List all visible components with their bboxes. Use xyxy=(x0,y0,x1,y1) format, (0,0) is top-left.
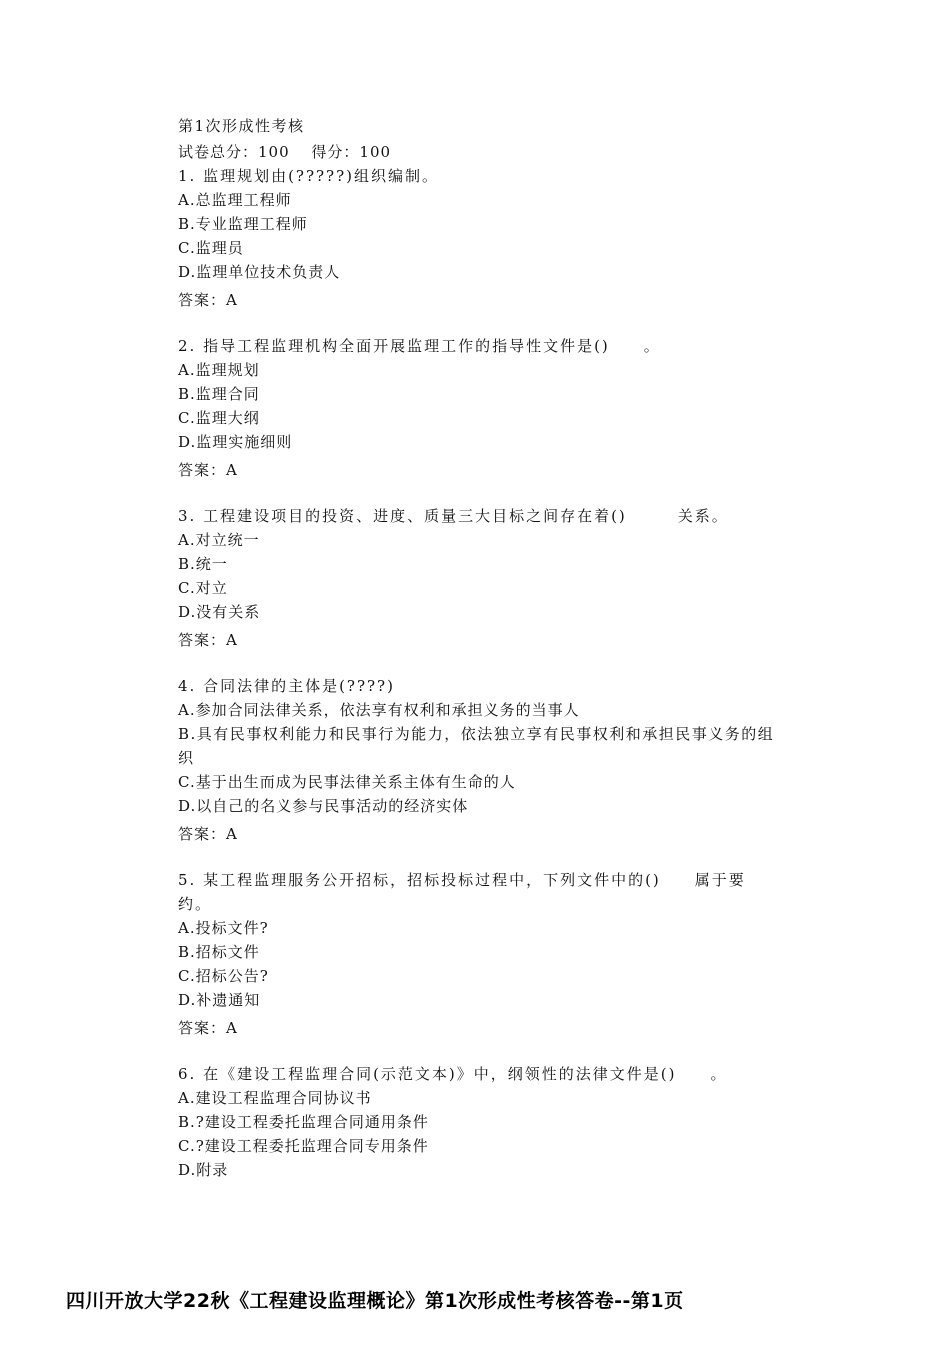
exam-title: 第1次形成性考核 xyxy=(178,117,305,135)
option-c: C.监理大纲 xyxy=(178,409,260,427)
option-c: C.对立 xyxy=(178,579,228,597)
question-text: 6. 在《建设工程监理合同(示范文本)》中，纲领性的法律文件是() 。 xyxy=(178,1065,728,1083)
question-text: 3. 工程建设项目的投资、进度、质量三大目标之间存在着() 关系。 xyxy=(178,507,729,525)
page-footer: 四川开放大学22秋《工程建设监理概论》第1次形成性考核答卷--第1页 xyxy=(66,1290,684,1312)
answer: 答案：A xyxy=(178,631,238,649)
option-b: B.统一 xyxy=(178,555,228,573)
question-5 xyxy=(178,868,778,1040)
question-1 xyxy=(178,164,778,312)
answer: 答案：A xyxy=(178,291,238,309)
question-4 xyxy=(178,674,778,846)
question-text: 1. 监理规划由(?????)组织编制。 xyxy=(178,167,439,185)
option-c: C.基于出生而成为民事法律关系主体有生命的人 xyxy=(178,773,516,791)
question-text: 5. 某工程监理服务公开招标，招标投标过程中，下列文件中的() 属于要约。 xyxy=(178,871,746,913)
option-b: B.专业监理工程师 xyxy=(178,215,308,233)
option-c: C.监理员 xyxy=(178,239,244,257)
option-b: B.具有民事权利能力和民事行为能力，依法独立享有民事权利和承担民事义务的组织 xyxy=(178,725,775,767)
question-3 xyxy=(178,504,778,652)
option-a: A.对立统一 xyxy=(178,531,260,549)
option-d: D.补遗通知 xyxy=(178,991,261,1009)
option-a: A.建设工程监理合同协议书 xyxy=(178,1089,372,1107)
option-d: D.以自己的名义参与民事活动的经济实体 xyxy=(178,797,469,815)
option-c: C.招标公告? xyxy=(178,967,269,985)
option-a: A.投标文件? xyxy=(178,919,269,937)
option-b: B.?建设工程委托监理合同通用条件 xyxy=(178,1113,429,1131)
question-2 xyxy=(178,334,778,482)
answer: 答案：A xyxy=(178,1019,238,1037)
option-a: A.监理规划 xyxy=(178,361,260,379)
option-c: C.?建设工程委托监理合同专用条件 xyxy=(178,1137,429,1155)
question-text: 4. 合同法律的主体是(????) xyxy=(178,677,395,695)
option-d: D.没有关系 xyxy=(178,603,261,621)
answer: 答案：A xyxy=(178,461,238,479)
exam-content xyxy=(178,114,778,1204)
answer: 答案：A xyxy=(178,825,238,843)
option-d: D.附录 xyxy=(178,1161,229,1179)
score-line: 试卷总分：100 得分：100 xyxy=(178,143,392,161)
question-6 xyxy=(178,1062,778,1182)
option-d: D.监理单位技术负责人 xyxy=(178,263,341,281)
option-a: A.参加合同法律关系，依法享有权利和承担义务的当事人 xyxy=(178,701,580,719)
option-a: A.总监理工程师 xyxy=(178,191,292,209)
question-text: 2. 指导工程监理机构全面开展监理工作的指导性文件是() 。 xyxy=(178,337,661,355)
option-d: D.监理实施细则 xyxy=(178,433,293,451)
option-b: B.监理合同 xyxy=(178,385,260,403)
option-b: B.招标文件 xyxy=(178,943,260,961)
